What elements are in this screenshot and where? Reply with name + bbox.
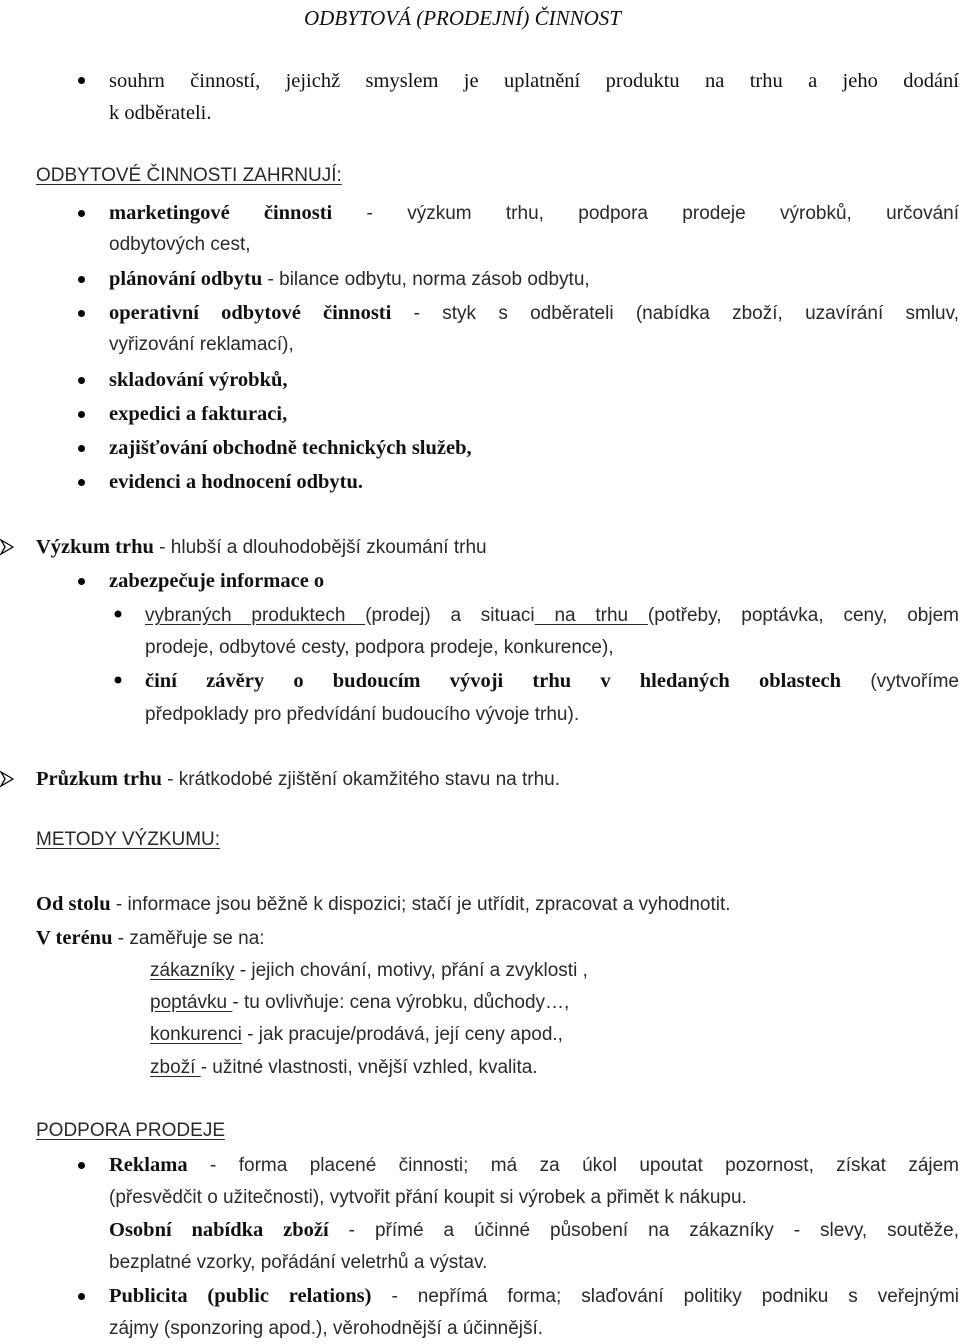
vyzkum-sub-item-2-cont: předpoklady pro předvídání budoucího vývoje trhu). <box>145 704 580 725</box>
list-item-marketing-cont: odbytových cest, <box>109 234 251 255</box>
vyzkum-bold: Výzkum trhu <box>36 536 154 558</box>
text: - užitné vlastnosti, vnější vzhled, kvalita. <box>200 1057 538 1078</box>
text: - forma placené činnosti; má za úkol upoutat pozornost, získat zájem <box>187 1155 959 1176</box>
text: - jak pracuje/prodává, její ceny apod., <box>241 1024 563 1045</box>
text: (vytvoříme <box>840 671 959 692</box>
item-text: - styk s odběrateli (nabídka zboží, uzavírání smluv, <box>391 303 959 324</box>
bold-text: V terénu <box>36 927 113 949</box>
teren-item-konkurence <box>150 1022 563 1047</box>
list-item-skladovani: skladování výrobků, <box>109 369 288 391</box>
teren-item-poptavka <box>150 990 569 1015</box>
text: - tu ovlivňuje: cena výrobku, důchody…, <box>232 992 570 1013</box>
podpora-osobni <box>109 1218 959 1243</box>
metoda-od-stolu <box>36 892 731 917</box>
text: - nepřímá forma; slaďování politiky podniku s veřejnými <box>371 1286 960 1307</box>
underlined-text: poptávku <box>150 992 233 1013</box>
underlined-text: konkurenci <box>150 1024 242 1045</box>
section-heading-podpora: PODPORA PRODEJE <box>36 1120 225 1141</box>
text: (prodej) a situaci <box>365 605 535 626</box>
list-item-planovani <box>109 267 590 292</box>
podpora-publicita <box>109 1284 959 1309</box>
text: - informace jsou běžně k dispozici; stačí je utřídit, zpracovat a vyhodnotit. <box>110 894 731 915</box>
underlined-text: zákazníky <box>150 960 235 981</box>
bullet-icon <box>78 411 85 418</box>
section-heading-metody: METODY VÝZKUMU: <box>36 829 221 850</box>
page-title: ODBYTOVÁ (PRODEJNÍ) ČINNOST <box>304 6 621 30</box>
hollow-bullet-icon <box>113 609 123 619</box>
item-bold: marketingové činnosti <box>109 202 333 224</box>
item-bold: operativní odbytové činnosti <box>109 302 392 324</box>
bullet-icon <box>78 1162 85 1169</box>
underlined-text: zboží <box>150 1057 201 1078</box>
bold-text: Od stolu <box>36 893 111 915</box>
arrow-bullet-icon <box>0 539 14 555</box>
text: - přímé a účinné působení na zákazníky - slevy, soutěže, <box>328 1220 960 1241</box>
pruzkum-text: - krátkodobé zjištění okamžitého stavu na trhu. <box>161 769 561 790</box>
bullet-icon <box>78 578 85 585</box>
underlined-text: vybraných produktech <box>145 605 366 626</box>
bullet-icon <box>78 276 85 283</box>
bold-text: Osobní nabídka zboží <box>109 1219 329 1241</box>
list-item-marketing <box>109 201 959 226</box>
bullet-icon <box>78 1293 85 1300</box>
intro-line-1: souhrn činností, jejichž smyslem je uplatnění produktu na trhu a jeho dodání <box>109 70 959 92</box>
hollow-bullet-icon <box>113 675 123 685</box>
text: - jejich chování, motivy, přání a zvyklosti , <box>234 960 588 981</box>
vyzkum-trhu <box>36 535 487 560</box>
pruzkum-bold: Průzkum trhu <box>36 768 162 790</box>
item-text: - výzkum trhu, podpora prodeje výrobků, určování <box>332 203 960 224</box>
bullet-icon <box>78 310 85 317</box>
podpora-osobni-cont: bezplatné vzorky, pořádání veletrhů a výstav. <box>109 1252 488 1273</box>
vyzkum-sub-item-1 <box>145 603 959 628</box>
teren-item-zbozi <box>150 1055 538 1080</box>
vyzkum-sub: zabezpečuje informace o <box>109 570 325 592</box>
intro-line-2: k odběrateli. <box>109 102 212 124</box>
bold-text: Reklama <box>109 1154 188 1176</box>
list-item-expedice: expedici a fakturaci, <box>109 403 288 425</box>
bullet-icon <box>78 445 85 452</box>
text: (potřeby, poptávka, ceny, objem <box>647 605 959 626</box>
podpora-reklama-cont: (přesvědčit o užitečnosti), vytvořit přání koupit si výrobek a přimět k nákupu. <box>109 1187 747 1208</box>
metoda-v-terenu <box>36 926 265 951</box>
arrow-bullet-icon <box>0 771 14 787</box>
text: - zaměřuje se na: <box>112 928 265 949</box>
bold-text: Publicita (public relations) <box>109 1285 372 1307</box>
podpora-reklama <box>109 1153 959 1178</box>
vyzkum-sub-item-2 <box>145 669 959 694</box>
bullet-icon <box>78 479 85 486</box>
bold-text: činí závěry o budoucím vývoji trhu v hledaných oblastech <box>145 670 841 692</box>
bullet-icon <box>78 210 85 217</box>
vyzkum-text: - hlubší a dlouhodobější zkoumání trhu <box>153 537 487 558</box>
item-bold: plánování odbytu <box>109 268 263 290</box>
bullet-icon <box>78 77 85 84</box>
teren-item-zakaznici <box>150 958 588 983</box>
vyzkum-sub-item-1-cont: prodeje, odbytové cesty, podpora prodeje, konkurence), <box>145 637 614 658</box>
list-item-sluzby: zajišťování obchodně technických služeb, <box>109 437 472 459</box>
item-text: - bilance odbytu, norma zásob odbytu, <box>262 269 590 290</box>
list-item-operativni-cont: vyřizování reklamací), <box>109 334 294 355</box>
underlined-text: na trhu <box>534 605 648 626</box>
pruzkum-trhu <box>36 767 560 792</box>
list-item-evidence: evidenci a hodnocení odbytu. <box>109 471 364 493</box>
bullet-icon <box>78 377 85 384</box>
list-item-operativni <box>109 301 959 326</box>
podpora-publicita-cont: zájmy (sponzoring apod.), věrohodnější a účinnější. <box>109 1318 544 1339</box>
section-heading-zahrnuji: ODBYTOVÉ ČINNOSTI ZAHRNUJÍ: <box>36 165 342 186</box>
